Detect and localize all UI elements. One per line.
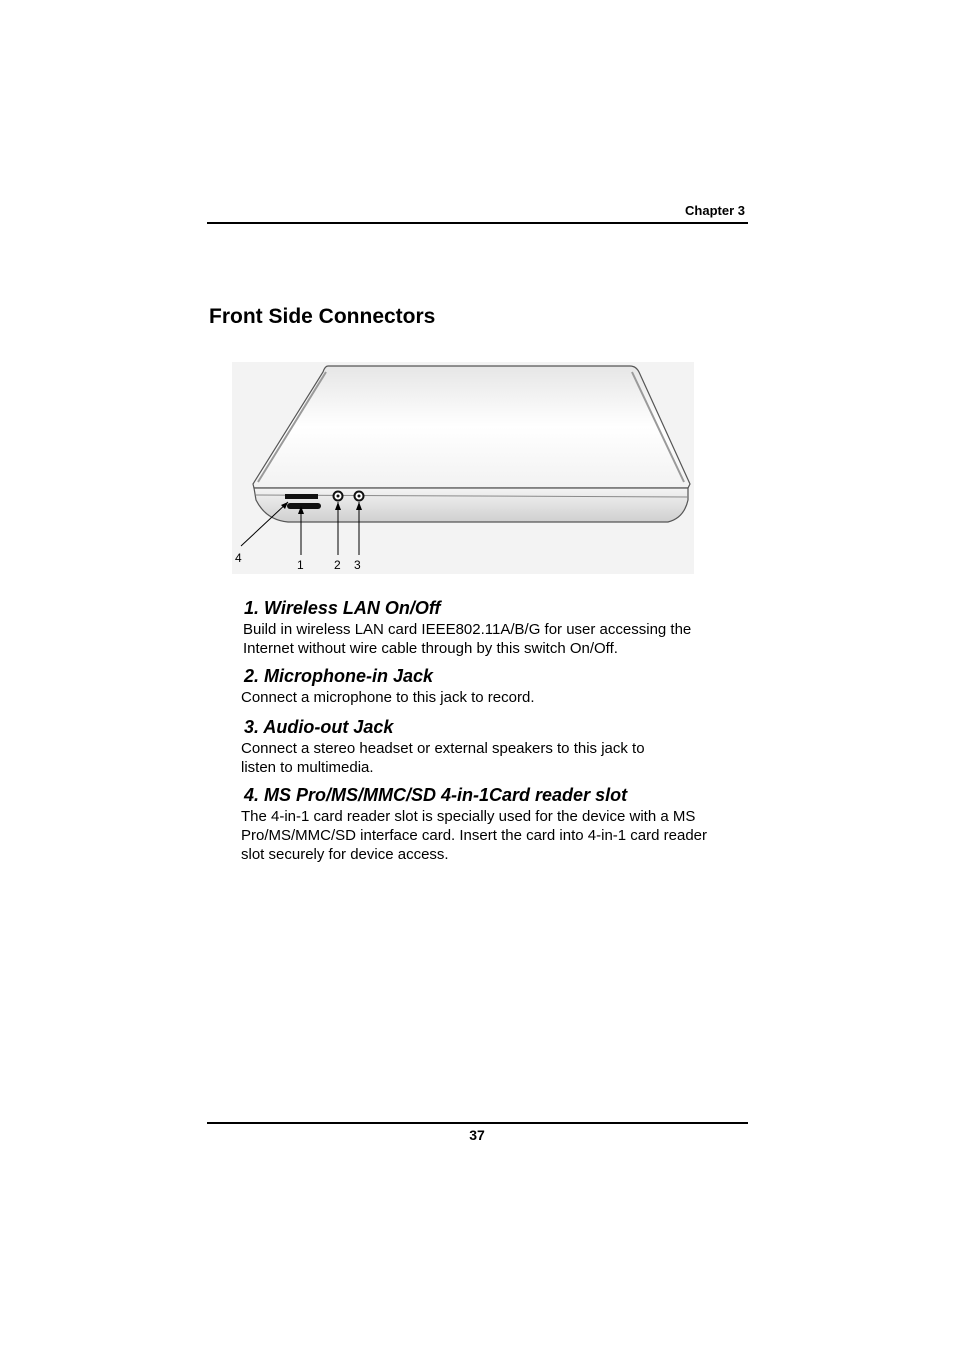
callout-3: 3 <box>354 558 361 572</box>
section-line: Pro/MS/MMC/SD interface card. Insert the card into 4-in-1 card reader <box>241 827 708 844</box>
section-heading: 1. Wireless LAN On/Off <box>244 598 441 618</box>
section-line: Connect a stereo headset or external speakers to this jack to <box>241 740 645 757</box>
callout-1: 1 <box>297 558 304 572</box>
page-title: Front Side Connectors <box>209 305 436 328</box>
callout-2: 2 <box>334 558 341 572</box>
laptop-front-figure <box>228 360 698 580</box>
callout-4: 4 <box>235 551 242 565</box>
section-line: slot securely for device access. <box>241 846 449 863</box>
section-heading: 3. Audio-out Jack <box>244 717 394 737</box>
section-line: listen to multimedia. <box>241 759 374 776</box>
section-line: Connect a microphone to this jack to record. <box>241 689 535 706</box>
section-line: Build in wireless LAN card IEEE802.11A/B/G for user accessing the <box>243 621 692 638</box>
section-card-reader <box>241 785 751 864</box>
header-rule <box>207 222 748 224</box>
section-line: The 4-in-1 card reader slot is specially used for the device with a MS <box>241 808 696 825</box>
section-heading: 4. MS Pro/MS/MMC/SD 4-in-1Card reader slot <box>244 785 628 805</box>
page-number: 37 <box>469 1127 485 1143</box>
section-line: Internet without wire cable through by this switch On/Off. <box>243 640 618 657</box>
section-audio-out-jack <box>241 717 751 777</box>
footer-rule <box>207 1122 748 1124</box>
chapter-label: Chapter 3 <box>685 203 745 218</box>
card-reader-slot <box>287 503 321 509</box>
section-wireless-lan <box>241 598 751 658</box>
wireless-switch <box>285 494 318 499</box>
section-microphone-jack <box>241 666 751 707</box>
section-heading: 2. Microphone-in Jack <box>244 666 434 686</box>
